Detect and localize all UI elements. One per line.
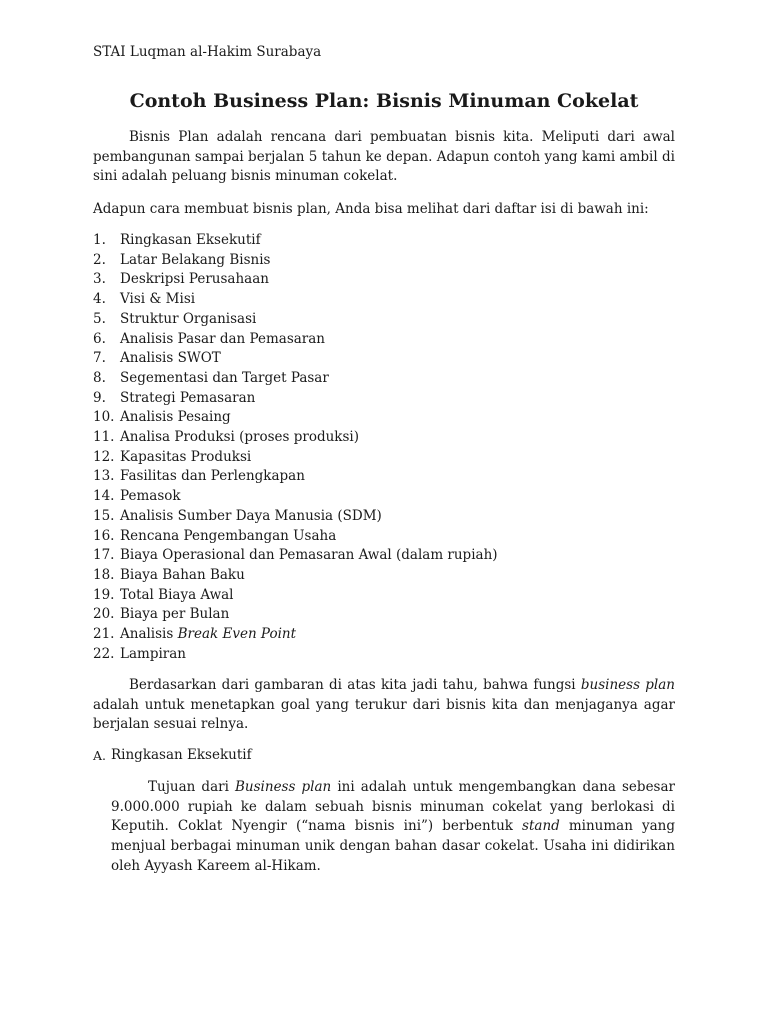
list-number: 6. — [93, 330, 106, 347]
section-heading — [93, 746, 252, 766]
section-letter: A. — [93, 748, 107, 763]
list-text: Deskripsi Perusahaan — [120, 271, 269, 288]
text-run: ini adalah untuk mengembangkan dana sebesar 9.000.000 rupiah ke dalam sebuah bisnis minuman cokelat yang berlokasi di Keputih. Coklat Nyengir (“nama bisnis ini”) berbentuk — [111, 779, 675, 835]
list-number: 1. — [93, 232, 106, 248]
italic-run: stand — [522, 818, 560, 835]
page-header: STAI Luqman al-Hakim Surabaya — [93, 44, 322, 60]
list-text: Analisis SWOT — [120, 350, 221, 367]
list-text: Strategi Pemasaran — [120, 389, 256, 406]
list-number: 22. — [93, 645, 115, 662]
list-item — [93, 408, 498, 428]
list-item — [93, 251, 498, 271]
section-title: Ringkasan Eksekutif — [111, 747, 252, 763]
list-text — [120, 625, 296, 645]
text-run: Tujuan dari — [148, 779, 236, 795]
list-item — [93, 467, 498, 487]
list-text: Kapasitas Produksi — [120, 448, 252, 465]
list-number: 2. — [93, 251, 106, 268]
list-number: 18. — [93, 566, 115, 583]
list-text: Latar Belakang Bisnis — [120, 251, 271, 268]
list-number: 20. — [93, 606, 115, 623]
list-item — [93, 389, 498, 409]
list-text-regular: Analisis — [120, 626, 178, 643]
list-number: 17. — [93, 547, 115, 564]
list-item — [93, 586, 498, 606]
list-item — [93, 369, 498, 389]
list-item — [93, 527, 498, 547]
list-number: 11. — [93, 429, 115, 446]
list-item — [93, 546, 498, 566]
conclusion-paragraph — [93, 676, 675, 735]
list-number: 14. — [93, 488, 115, 505]
list-text: Visi & Misi — [120, 291, 196, 308]
list-number: 4. — [93, 291, 106, 308]
list-text: Pemasok — [120, 488, 181, 505]
list-item — [93, 310, 498, 330]
list-item — [93, 566, 498, 586]
list-text: Analisis Pesaing — [120, 409, 231, 426]
list-text: Biaya Operasional dan Pemasaran Awal (dalam rupiah) — [120, 547, 498, 564]
document-title: Contoh Business Plan: Bisnis Minuman Cokelat — [129, 90, 639, 112]
list-text: Analisis Sumber Daya Manusia (SDM) — [120, 507, 382, 524]
table-of-contents — [93, 231, 498, 664]
list-text: Analisa Produksi (proses produksi) — [120, 429, 359, 446]
list-item — [93, 645, 498, 665]
italic-run: Business plan — [235, 779, 332, 795]
list-item — [93, 330, 498, 350]
list-number: 15. — [93, 507, 115, 524]
list-text: Biaya Bahan Baku — [120, 566, 245, 583]
list-number: 5. — [93, 310, 106, 327]
list-item — [93, 625, 498, 645]
section-paragraph — [111, 778, 675, 877]
list-item — [93, 507, 498, 527]
list-number: 19. — [93, 586, 115, 603]
list-number: 21. — [93, 626, 115, 643]
italic-run: business plan — [580, 677, 675, 693]
list-number: 9. — [93, 389, 106, 406]
list-text: Total Biaya Awal — [120, 586, 234, 603]
list-text: Rencana Pengembangan Usaha — [120, 527, 337, 544]
list-number: 7. — [93, 350, 106, 367]
text-run: adalah untuk menetapkan goal yang terukur dari bisnis kita dan menjaganya agar berjalan sesuai relnya. — [93, 696, 675, 733]
list-number: 12. — [93, 448, 115, 465]
list-text: Segementasi dan Target Pasar — [120, 369, 329, 386]
list-item — [93, 448, 498, 468]
text-run: minuman yang menjual berbagai minuman unik dengan bahan dasar cokelat. Usaha ini didirikan oleh Ayyash Kareem al-Hikam. — [111, 818, 676, 874]
list-item — [93, 290, 498, 310]
list-item — [93, 605, 498, 625]
text-run: Berdasarkan dari gambaran di atas kita jadi tahu, bahwa fungsi — [129, 677, 581, 693]
list-number: 13. — [93, 468, 115, 485]
list-text: Lampiran — [120, 645, 186, 662]
list-item — [93, 428, 498, 448]
toc-intro-paragraph: Adapun cara membuat bisnis plan, Anda bisa melihat dari daftar isi di bawah ini: — [93, 201, 649, 217]
list-text: Fasilitas dan Perlengkapan — [120, 468, 305, 485]
list-number: 8. — [93, 369, 106, 386]
list-text: Biaya per Bulan — [120, 606, 230, 623]
list-text: Struktur Organisasi — [120, 310, 257, 327]
list-number: 10. — [93, 409, 115, 426]
list-text: Ringkasan Eksekutif — [120, 232, 261, 248]
list-item — [93, 270, 498, 290]
list-item — [93, 487, 498, 507]
intro-paragraph: Bisnis Plan adalah rencana dari pembuatan bisnis kita. Meliputi dari awal pembangunan sampai berjalan 5 tahun ke depan. Adapun contoh yang kami ambil di sini adalah peluang bisnis minuman cokelat. — [93, 129, 675, 185]
list-item — [93, 231, 498, 251]
list-text: Analisis Pasar dan Pemasaran — [120, 330, 326, 347]
list-number: 16. — [93, 527, 115, 544]
list-text-italic: Break Even Point — [177, 626, 297, 643]
list-item — [93, 349, 498, 369]
list-number: 3. — [93, 271, 106, 288]
